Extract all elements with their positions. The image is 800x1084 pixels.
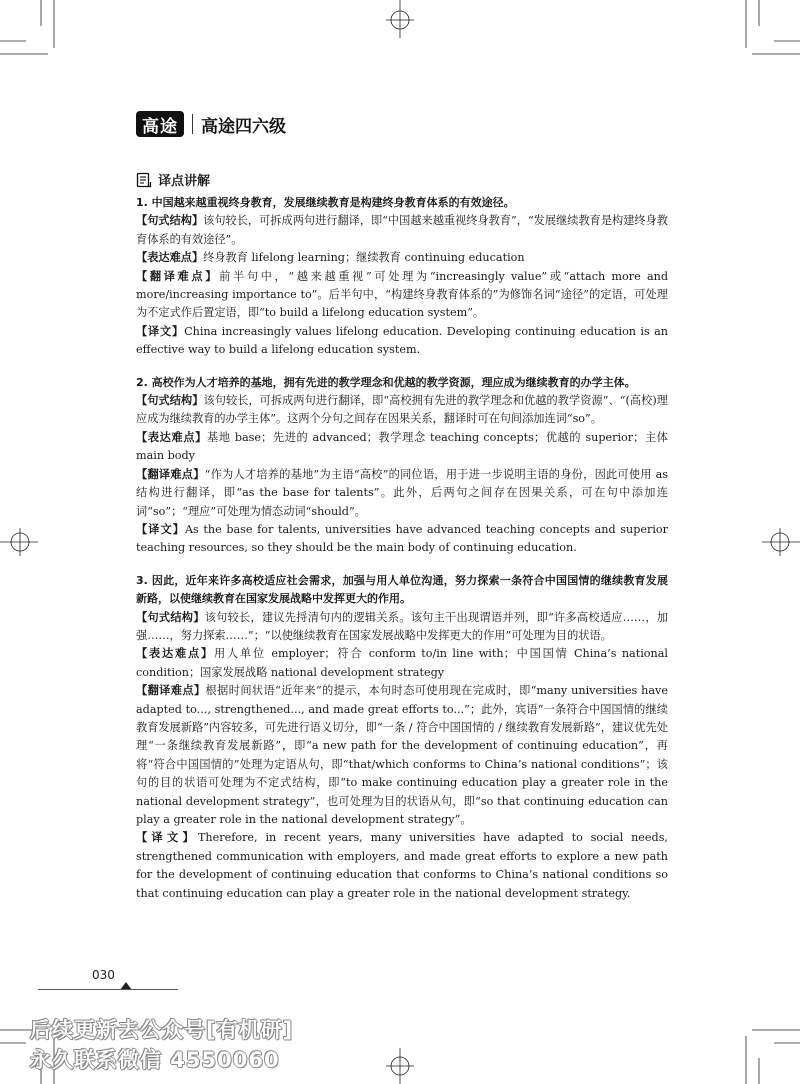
section-heading [136, 170, 210, 189]
translation-item-3 [136, 572, 668, 903]
watermark-line-2: 永久联系微信 4550060 [30, 1048, 280, 1072]
registration-mark-bottom [386, 1048, 414, 1084]
brand-logo: 高途 [136, 111, 184, 137]
watermark-line-1: 后续更新去公众号[有机研] [30, 1018, 294, 1042]
note-difficulty: 【翻译难点】根据时间状语“近年来”的提示，本句时态可使用现在完成时，即“many universities have adapted to..., strengthened..., and made great efforts to...”；此外，宾语“一条符合中国国情的继续教育发展新路”内容较多，可先进行语义切分，即“一条 / 符合中国国情的 / 继续教育发展新路”，建议优先处理“一条继续教育发展新路”，即“a new path for the development of continuing education”，再将“符合中国国情的”处理为定语从句，即“that/which conforms to China’s national conditions”；该句的目的状语可处理为不定式结构，即“to make continuing education play a greater role in the national development strategy”，也可处理为目的状语从句，即“so that continuing education can play a greater role in the national development strategy”。 [136, 684, 668, 826]
note-structure: 【句式结构】该句较长，可拆成两句进行翻译，即“高校拥有先进的教学理念和优越的教学资源”、“(高校)理应成为继续教育的办学主体”。这两个分句之间存在因果关系，翻译时可在句间添加连词“so”。 [136, 394, 668, 426]
note-translation: 【译文】China increasingly values lifelong education. Developing continuing education is an effective way to build a lifelong education system. [136, 324, 668, 357]
note-difficulty: 【翻译难点】前半句中，“越来越重视”可处理为“increasingly value”或“attach more and more/increasing importance to”。后半句中，“构建终身教育体系的”为修饰名词“途径”的定语，可处理为不定式作后置定语，即“to build a lifelong education system”。 [136, 269, 668, 320]
registration-mark-left [0, 528, 38, 556]
page-header [136, 110, 286, 138]
registration-mark-top [386, 0, 414, 38]
note-structure: 【句式结构】该句较长，可拆成两句进行翻译，即“中国越来越重视终身教育”，“发展继续教育是构建终身教育体系的有效途径”。 [136, 214, 668, 246]
source-sentence: 3. 因此，近年来许多高校适应社会需求，加强与用人单位沟通，努力探索一条符合中国国情的继续教育发展新路，以使继续教育在国家发展战略中发挥更大的作用。 [136, 573, 668, 606]
registration-mark-right [762, 528, 800, 556]
translation-item-2 [136, 374, 668, 558]
source-sentence: 1. 中国越来越重视终身教育，发展继续教育是构建终身教育体系的有效途径。 [136, 196, 515, 209]
note-vocabulary: 【表达难点】终身教育 lifelong learning；继续教育 continuing education [136, 251, 525, 265]
note-vocabulary: 【表达难点】基地 base；先进的 advanced；教学理念 teaching concepts；优越的 superior；主体 main body [136, 430, 668, 463]
explanation-content [136, 194, 668, 917]
brand-title: 高途四六级 [201, 116, 286, 137]
source-sentence: 2. 高校作为人才培养的基地，拥有先进的教学理念和优越的教学资源，理应成为继续教育的办学主体。 [136, 375, 636, 389]
page-number: 030 [92, 968, 115, 982]
note-difficulty: 【翻译难点】“作为人才培养的基地”为主语“高校”的同位语，用于进一步说明主语的身份，因此可使用 as 结构进行翻译，即“as the base for talents”。此外，后两句之间存在因果关系，可在句中添加连词“so”；“理应”可处理为情态动词“should”。 [136, 467, 668, 518]
note-structure: 【句式结构】该句较长，建议先捋清句内的逻辑关系。该句主干出现谓语并列，即“许多高校适应……，加强……，努力探索……”；“以使继续教育在国家发展战略中发挥更大的作用”可处理为目的状语。 [136, 610, 668, 642]
note-translation: 【译文】As the base for talents, universities have advanced teaching concepts and superior teaching resources, so they should be the main body of continuing education. [136, 522, 668, 555]
note-vocabulary: 【表达难点】用人单位 employer；符合 conform to/in line with；中国国情 China’s national condition；国家发展战略 national development strategy [136, 647, 668, 679]
note-translation: 【译文】Therefore, in recent years, many universities have adapted to social needs, strengthened communication with employers, and made great efforts to explore a new path for the development of continuing education that conforms to China’s national conditions so that continuing education can play a greater role in the national development strategy. [136, 831, 668, 900]
footer-rule [38, 989, 178, 990]
section-title: 译点讲解 [158, 174, 211, 189]
header-divider [192, 114, 193, 134]
document-list-icon [136, 172, 152, 188]
translation-item-1 [136, 194, 668, 360]
